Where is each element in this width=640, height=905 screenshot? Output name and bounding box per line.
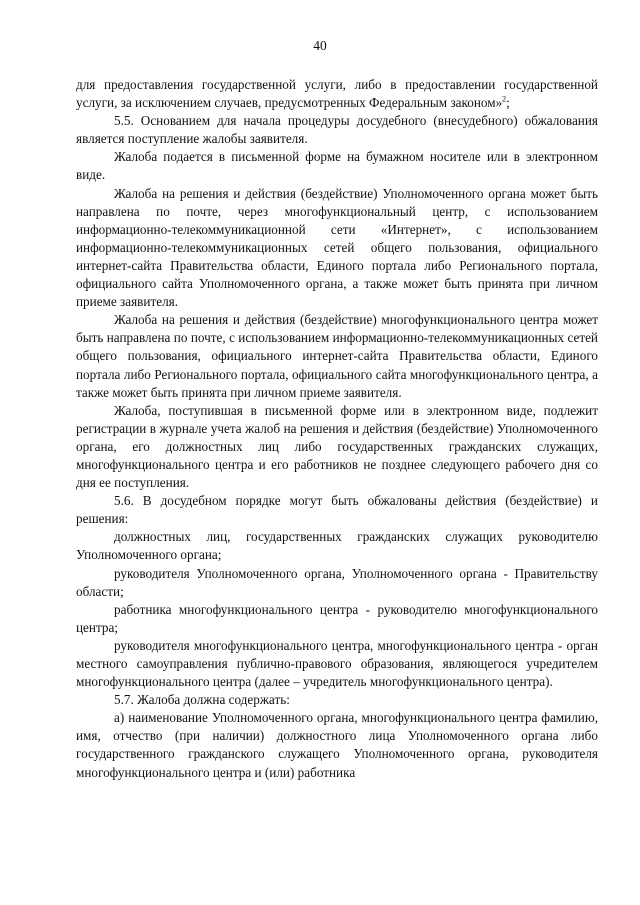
paragraph: 5.6. В досудебном порядке могут быть обжалованы действия (бездействие) и решения: — [76, 493, 598, 527]
paragraph: Жалоба на решения и действия (бездействие) многофункционального центра может быть направлена по почте, с использованием информационно-телекоммуникационных сетей общего пользования, официального интернет-сайта Правительства области, Единого портала либо Регионального портала, официального сайта многофункционального центра, а также может быть принята при личном приеме заявителя. — [76, 312, 598, 400]
document-body — [76, 76, 598, 782]
paragraph: 5.7. Жалоба должна содержать: — [114, 692, 290, 708]
paragraph: а) наименование Уполномоченного органа, многофункционального центра фамилию, имя, отчество (при наличии) должностного лица Уполномоченного органа либо государственного гражданского служащего Уполномоченного органа, руководителя многофункционального центра и (или) работника — [76, 710, 598, 780]
paragraph: руководителя Уполномоченного органа, Уполномоченного органа - Правительству области; — [76, 565, 598, 599]
paragraph-continuation — [76, 76, 598, 112]
paragraph-text: для предоставления государственной услуги, либо в предоставлении государственной услуги, за исключением случаев, предусмотренных Федеральным законом» — [76, 77, 598, 111]
paragraph-tail: ; — [506, 95, 510, 111]
paragraph: Жалоба подается в письменной форме на бумажном носителе или в электронном виде. — [76, 149, 598, 183]
paragraph: работника многофункционального центра - руководителю многофункционального центра; — [76, 601, 598, 635]
paragraph: 5.5. Основанием для начала процедуры досудебного (внесудебного) обжалования является поступление жалобы заявителя. — [76, 113, 598, 147]
paragraph: должностных лиц, государственных гражданских служащих руководителю Уполномоченного органа; — [76, 529, 598, 563]
page-number: 40 — [313, 38, 327, 53]
paragraph: Жалоба, поступившая в письменной форме или в электронном виде, подлежит регистрации в журнале учета жалоб на решения и действия (бездействие) Уполномоченного органа, его должностных лиц либо государственных гражданских служащих, многофункционального центра и его работников не позднее следующего рабочего дня со дня ее поступления. — [76, 402, 598, 491]
paragraph: руководителя многофункционального центра, многофункционального центра - орган местного самоуправления публично-правового образования, являющегося учредителем многофункционального центра (далее – учредитель многофункционального центра). — [76, 637, 598, 690]
footnote-marker: 2 — [502, 94, 507, 104]
paragraph: Жалоба на решения и действия (бездействие) Уполномоченного органа может быть направлена по почте, через многофункциональный центр, с использованием информационно-телекоммуникационной сети «Интернет», с использованием информационно-телекоммуникационных сетей общего пользования, официального интернет-сайта Правительства области, Единого портала либо Регионального портала, официального сайта Уполномоченного органа, а также может быть принята при личном приеме заявителя. — [76, 185, 598, 310]
